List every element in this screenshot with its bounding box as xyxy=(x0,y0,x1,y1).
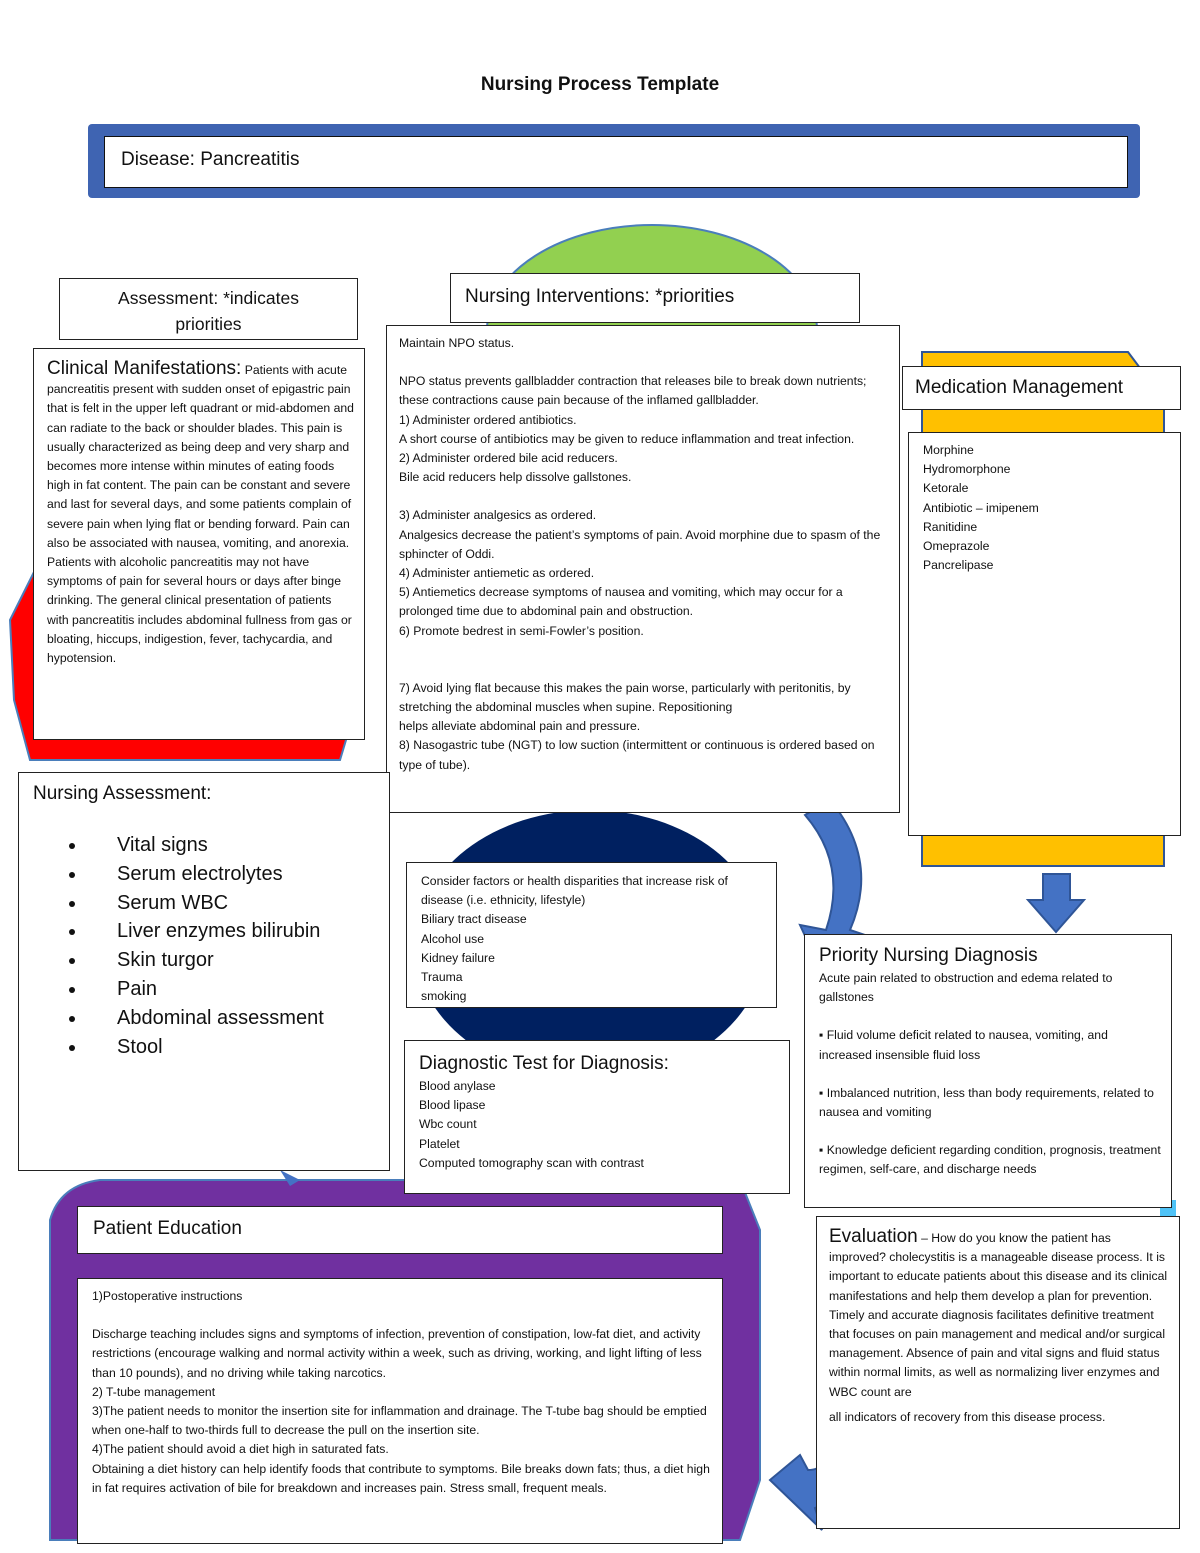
assessment-header-line2: priorities xyxy=(175,314,242,334)
priority-dx-heading: Priority Nursing Diagnosis xyxy=(819,945,1038,966)
page-title: Nursing Process Template xyxy=(480,74,720,95)
intervention-line: 8) Nasogastric tube (NGT) to low suction (intermittent or continuous is ordered based on type of tube). xyxy=(399,738,875,772)
medication-item: Ketorale xyxy=(923,481,969,496)
intervention-line: Maintain NPO status. xyxy=(399,336,515,350)
diagnostic-item: Blood lipase xyxy=(419,1098,486,1113)
clinical-manifestations-box xyxy=(33,348,365,740)
risk-factor-line: Consider factors or health disparities that increase risk of disease (i.e. ethnicity, lifestyle) xyxy=(421,874,728,908)
nursing-assessment-item: • Serum WBC xyxy=(87,889,389,918)
diagnostic-box xyxy=(404,1040,790,1194)
evaluation-heading: Evaluation xyxy=(829,1226,918,1247)
intervention-line: helps alleviate abdominal pain and pressure. xyxy=(399,719,641,734)
diagnostic-heading: Diagnostic Test for Diagnosis: xyxy=(419,1053,669,1074)
risk-factor-line: Biliary tract disease xyxy=(421,912,527,927)
risk-factor-line: Trauma xyxy=(421,970,463,985)
medication-header xyxy=(902,366,1181,410)
clinical-heading: Clinical Manifestations: xyxy=(47,358,242,379)
priority-dx-line xyxy=(819,1065,1161,1084)
intervention-line xyxy=(399,487,889,506)
nursing-assessment-item: • Liver enzymes bilirubin xyxy=(87,917,389,946)
patient-education-list xyxy=(92,1287,710,1498)
patient-education-line: 2) T-tube management xyxy=(92,1384,216,1399)
medication-item: Omeprazole xyxy=(923,539,990,554)
priority-dx-box xyxy=(804,934,1172,1208)
nursing-assessment-item: • Skin turgor xyxy=(87,946,389,975)
medication-item: Morphine xyxy=(923,443,974,457)
medication-item: Hydromorphone xyxy=(923,462,1011,477)
priority-dx-line: ▪ Fluid volume deficit related to nausea, vomiting, and increased insensible fluid loss xyxy=(819,1028,1108,1062)
nursing-assessment-heading: Nursing Assessment: xyxy=(33,783,212,804)
patient-education-line: 1)Postoperative instructions xyxy=(92,1289,243,1303)
intervention-line: 6) Promote bedrest in semi-Fowler’s position. xyxy=(399,623,644,638)
medication-list xyxy=(923,441,1180,575)
risk-factor-line: Kidney failure xyxy=(421,950,495,965)
intervention-line: Analgesics decrease the patient’s symptoms of pain. Avoid morphine due to spasm of the sphincter of Oddi. xyxy=(399,527,881,561)
nursing-assessment-list xyxy=(33,831,389,1061)
diagnostic-item: Wbc count xyxy=(419,1117,477,1132)
intervention-line: A short course of antibiotics may be given to reduce inflammation and treat infection. xyxy=(399,431,855,446)
intervention-line: 7) Avoid lying flat because this makes the pain worse, particularly with peritonitis, by stretching the abdominal muscles when supine. Repositioning xyxy=(399,680,851,715)
patient-education-line: 4)The patient should avoid a diet high in saturated fats. xyxy=(92,1442,389,1457)
assessment-header xyxy=(59,278,358,340)
risk-factor-line: smoking xyxy=(421,989,467,1004)
intervention-line: 5) Antiemetics decrease symptoms of nausea and vomiting, which may occur for a prolonged time due to abdominal pain and obstruction. xyxy=(399,585,843,619)
interventions-heading: Nursing Interventions: *priorities xyxy=(465,286,735,307)
interventions-box xyxy=(386,325,900,813)
patient-education-heading: Patient Education xyxy=(93,1218,242,1239)
patient-education-line: Obtaining a diet history can help identify foods that contribute to symptoms. Bile breaks down fats; thus, a diet high in fat requires activation of bile for breakdown and increases pain. Stress small, frequent meals. xyxy=(92,1461,710,1495)
priority-dx-list xyxy=(819,969,1161,1180)
nursing-assessment-box xyxy=(18,772,390,1171)
intervention-line: Bile acid reducers help dissolve gallstones. xyxy=(399,470,632,485)
medication-item: Pancrelipase xyxy=(923,558,994,573)
diagnostic-item: Platelet xyxy=(419,1136,460,1151)
nursing-assessment-item: • Serum electrolytes xyxy=(87,860,389,889)
patient-education-line: Discharge teaching includes signs and symptoms of infection, prevention of constipation, low-fat diet, and activity restrictions (encourage walking and normal activity within a week, such as driving, working, and light lifting of less than 10 pounds), and no driving while taking narcotics. xyxy=(92,1327,702,1380)
intervention-line xyxy=(399,660,889,679)
nursing-assessment-item: • Stool xyxy=(87,1033,389,1062)
intervention-line xyxy=(399,641,889,660)
disease-banner xyxy=(104,136,1128,188)
evaluation-box xyxy=(816,1216,1180,1529)
priority-dx-line xyxy=(819,1122,1161,1141)
risk-factors-box xyxy=(406,862,777,1008)
intervention-line xyxy=(399,353,889,372)
nursing-assessment-item: • Abdominal assessment xyxy=(87,1004,389,1033)
priority-dx-line: ▪ Knowledge deficient regarding condition, prognosis, treatment regimen, self-care, and discharge needs xyxy=(819,1143,1161,1177)
medication-heading: Medication Management xyxy=(915,377,1124,398)
interventions-list xyxy=(399,334,889,775)
evaluation-body: – How do you know the patient has improved? cholecystitis is a manageable disease process. It is important to educate patients about this disease and its clinical manifestations and help them develop a plan for prevention. Timely and accurate diagnosis facilitates definitive treatment that focuses on pain management and medical and/or surgical management. Absence of pain and vital signs and fluid status within normal limits, as well as normalizing liver enzymes and WBC count are xyxy=(829,1231,1168,1399)
nursing-assessment-item: • Pain xyxy=(87,975,389,1004)
clinical-manifestations-text xyxy=(47,359,354,668)
diagnostic-item: Computed tomography scan with contrast xyxy=(419,1155,644,1170)
intervention-line: 2) Administer ordered bile acid reducers. xyxy=(399,451,618,466)
evaluation-last-line: all indicators of recovery from this disease process. xyxy=(829,1409,1106,1424)
intervention-line: 4) Administer antiemetic as ordered. xyxy=(399,566,595,581)
risk-factor-line: Alcohol use xyxy=(421,931,485,946)
patient-education-line xyxy=(92,1306,710,1325)
priority-dx-line xyxy=(819,1007,1161,1026)
clinical-body: Patients with acute pancreatitis present with sudden onset of epigastric pain that is felt in the upper left quadrant or mid-abdomen and can radiate to the back or shoulder blades. This pain is usually characterized as being deep and very sharp and becomes more intense within minutes of eating foods high in fat content. The pain can be constant and severe and last for several days, and some patients complain of severe pain when lying flat or bending forward. Pain can also be associated with nausea, vomiting, and anorexia. Patients with alcoholic pancreatitis may not have symptoms of pain for several hours or days after binge drinking. The general clinical presentation of patients with pancreatitis includes abdominal fullness from gas or bloating, hiccups, indigestion, fever, tachycardia, and hypotension. xyxy=(47,363,354,666)
intervention-line: 3) Administer analgesics as ordered. xyxy=(399,508,597,523)
nursing-assessment-item: • Vital signs xyxy=(87,831,389,860)
patient-education-box xyxy=(77,1278,723,1544)
down-arrow xyxy=(1028,874,1084,932)
intervention-line: 1) Administer ordered antibiotics. xyxy=(399,412,577,427)
interventions-header xyxy=(450,273,860,323)
disease-label: Disease: Pancreatitis xyxy=(121,149,300,170)
medication-item: Antibiotic – imipenem xyxy=(923,500,1039,515)
medication-item: Ranitidine xyxy=(923,519,978,534)
diagnostic-list xyxy=(419,1077,779,1173)
diagnostic-item: Blood anylase xyxy=(419,1079,496,1093)
priority-dx-line: ▪ Imbalanced nutrition, less than body requirements, related to nausea and vomiting xyxy=(819,1085,1154,1120)
patient-education-line: 3)The patient needs to monitor the insertion site for inflammation and drainage. The T-tube bag should be emptied when one-half to two-thirds full to decrease the pull on the insertion site. xyxy=(92,1404,707,1438)
patient-education-header xyxy=(77,1206,723,1254)
medication-box xyxy=(908,432,1181,836)
evaluation-text xyxy=(829,1227,1169,1427)
risk-factors-list xyxy=(421,872,766,1006)
intervention-line: NPO status prevents gallbladder contraction that releases bile to break down nutrients; these contractions cause pain because of the inflamed gallbladder. xyxy=(399,374,867,408)
priority-dx-line: Acute pain related to obstruction and edema related to gallstones xyxy=(819,971,1113,1005)
assessment-header-line1: Assessment: *indicates xyxy=(118,288,299,308)
